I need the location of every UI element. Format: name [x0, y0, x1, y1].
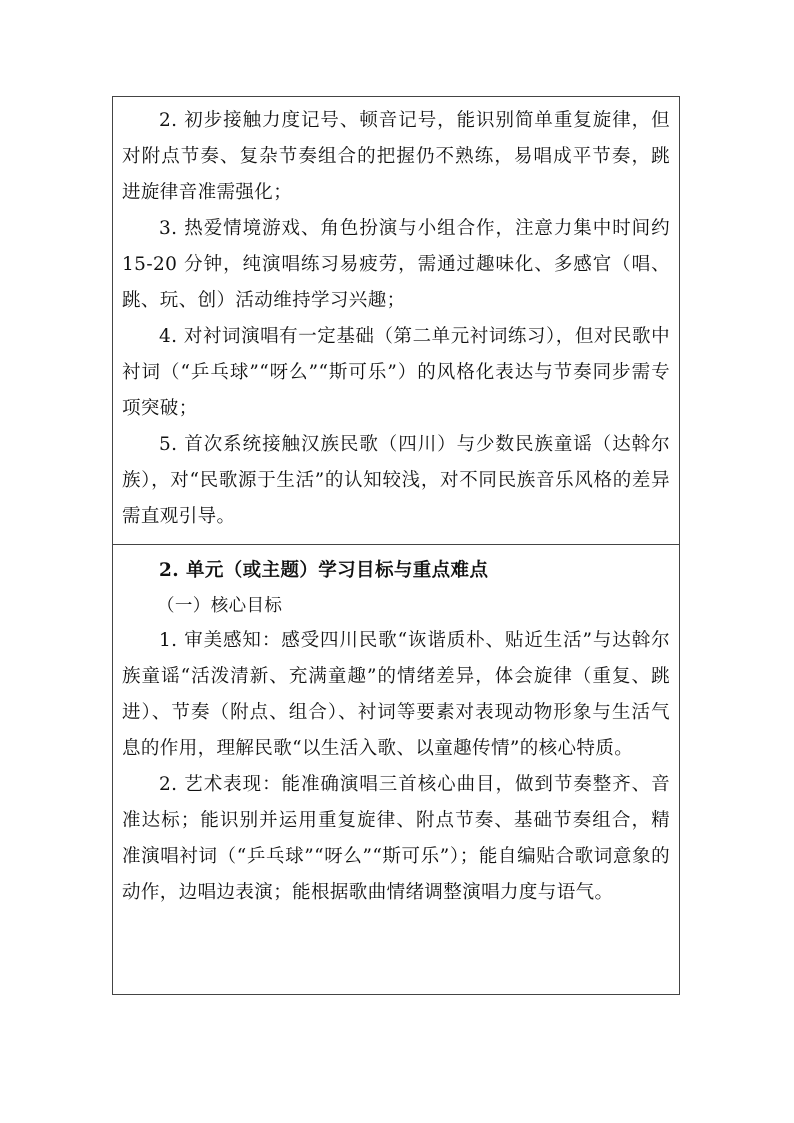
objectives-cell — [113, 544, 679, 994]
analysis-item-4: 4. 对衬词演唱有一定基础（第二单元衬词练习），但对民歌中衬词（“乒乓球”“呀么”“斯可乐”）的风格化表达与节奏同步需专项突破； — [122, 326, 670, 419]
analysis-item-5: 5. 首次系统接触汉族民歌（四川）与少数民族童谣（达斡尔族），对“民歌源于生活”的认知较浅，对不同民族音乐风格的差异需直观引导。 — [122, 434, 670, 527]
learner-analysis-cell — [113, 97, 679, 544]
objective-item-1: 1. 审美感知：感受四川民歌“诙谐质朴、贴近生活”与达斡尔族童谣“活泼清新、充满童趣”的情绪差异，体会旋律（重复、跳进）、节奏（附点、组合）、衬词等要素对表现动物形象与生活气息的作用，理解民歌“以生活入歌、以童趣传情”的核心特质。 — [122, 630, 670, 759]
core-objectives-subheading: （一）核心目标 — [157, 596, 283, 616]
objectives-heading: 2. 单元（或主题）学习目标与重点难点 — [159, 560, 489, 581]
document-table — [112, 96, 680, 995]
analysis-item-3: 3. 热爱情境游戏、角色扮演与小组合作，注意力集中时间约 15-20 分钟，纯演唱练习易疲劳，需通过趣味化、多感官（唱、跳、玩、创）活动维持学习兴趣； — [122, 218, 670, 311]
objective-item-2: 2. 艺术表现：能准确演唱三首核心曲目，做到节奏整齐、音准达标；能识别并运用重复旋律、附点节奏、基础节奏组合，精准演唱衬词（“乒乓球”“呀么”“斯可乐”）；能自编贴合歌词意象的动作，边唱边表演；能根据歌曲情绪调整演唱力度与语气。 — [122, 774, 670, 903]
analysis-item-2: 2. 初步接触力度记号、顿音记号，能识别简单重复旋律，但对附点节奏、复杂节奏组合的把握仍不熟练，易唱成平节奏，跳进旋律音准需强化； — [122, 110, 670, 203]
